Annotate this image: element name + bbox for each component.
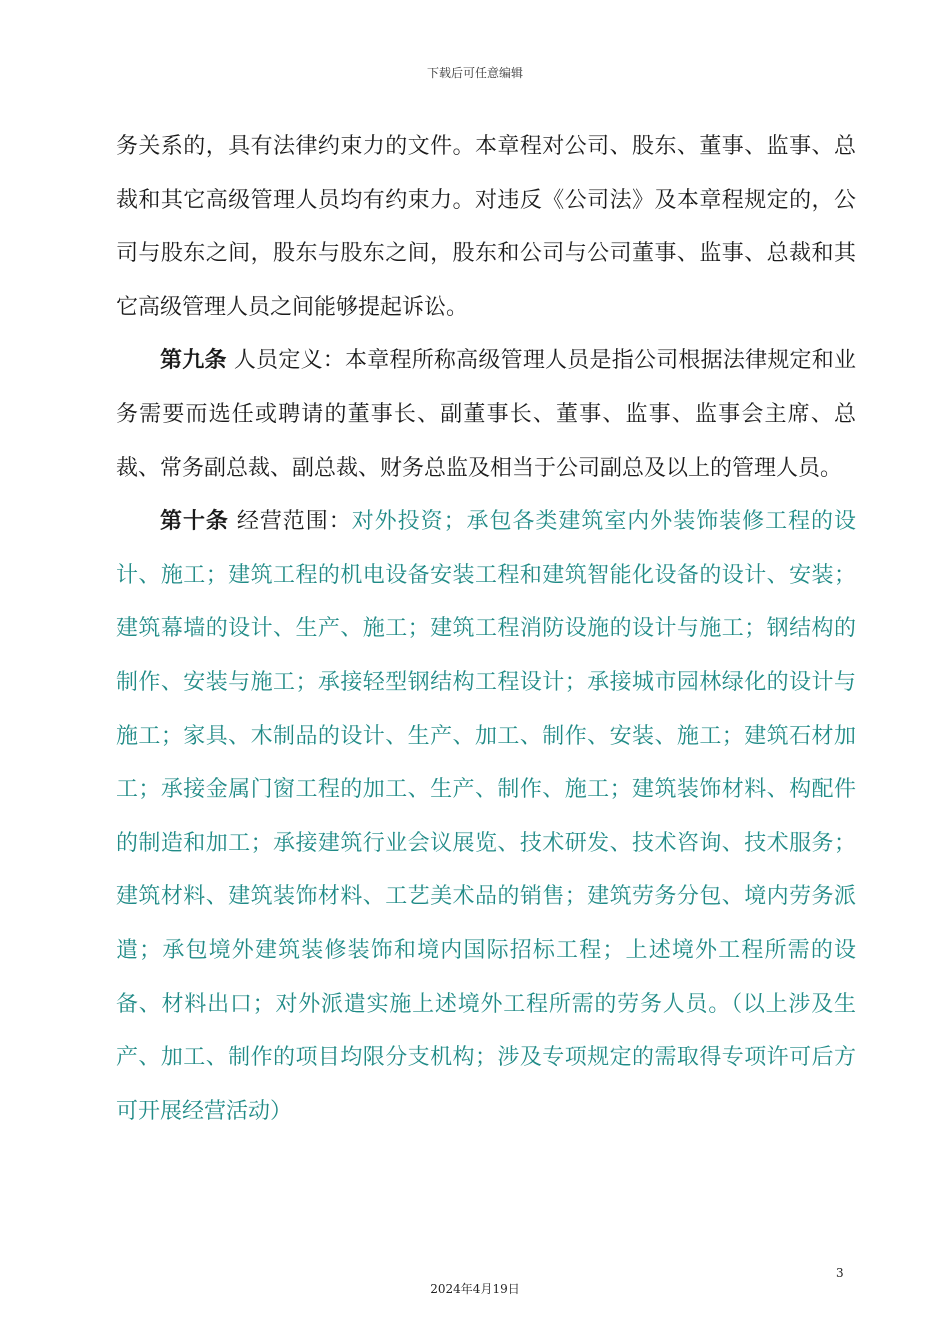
paragraph-continuation: 务关系的，具有法律约束力的文件。本章程对公司、股东、董事、监事、总裁和其它高级管理人员均有约束力。对违反《公司法》及本章程规定的，公司与股东之间，股东与股东之间，股东和公司与公司董事、监事、总裁和其它高级管理人员之间能够提起诉讼。 — [116, 134, 856, 320]
article-9-title: 第九条 — [160, 348, 227, 374]
page-number: 3 — [836, 1266, 844, 1280]
business-scope-text: 对外投资；承包各类建筑室内外装饰装修工程的设计、施工；建筑工程的机电设备安装工程和建筑智能化设备的设计、安装；建筑幕墙的设计、生产、施工；建筑工程消防设施的设计与施工；钢结构的制作、安装与施工；承接轻型钢结构工程设计；承接城市园林绿化的设计与施工；家具、木制品的设计、生产、加工、制作、安装、施工；建筑石材加工；承接金属门窗工程的加工、生产、制作、施工；建筑装饰材料、构配件的制造和加工；承接建筑行业会议展览、技术研发、技术咨询、技术服务；建筑材料、建筑装饰材料、工艺美术品的销售；建筑劳务分包、境内劳务派遣；承包境外建筑装修装饰和境内国际招标工程；上述境外工程所需的设备、材料出口；对外派遣实施上述境外工程所需的劳务人员。（以上涉及生产、加工、制作的项目均限分支机构；涉及专项规定的需取得专项许可后方可开展经营活动） — [116, 509, 856, 1124]
article-10-title: 第十条 — [160, 509, 229, 535]
article-10-label: 经营范围： — [228, 509, 352, 535]
article-10-paragraph — [116, 495, 856, 1138]
header-note: 下载后可任意编辑 — [426, 66, 523, 80]
footer-date: 2024年4月19日 — [430, 1282, 520, 1296]
article-9-text: 人员定义：本章程所称高级管理人员是指公司根据法律规定和业务需要而选任或聘请的董事长、副董事长、董事、监事、监事会主席、总裁、常务副总裁、副总裁、财务总监及相当于公司副总及以上的管理人员。 — [116, 348, 856, 481]
article-9-paragraph — [116, 334, 856, 495]
document-body — [116, 120, 856, 1138]
